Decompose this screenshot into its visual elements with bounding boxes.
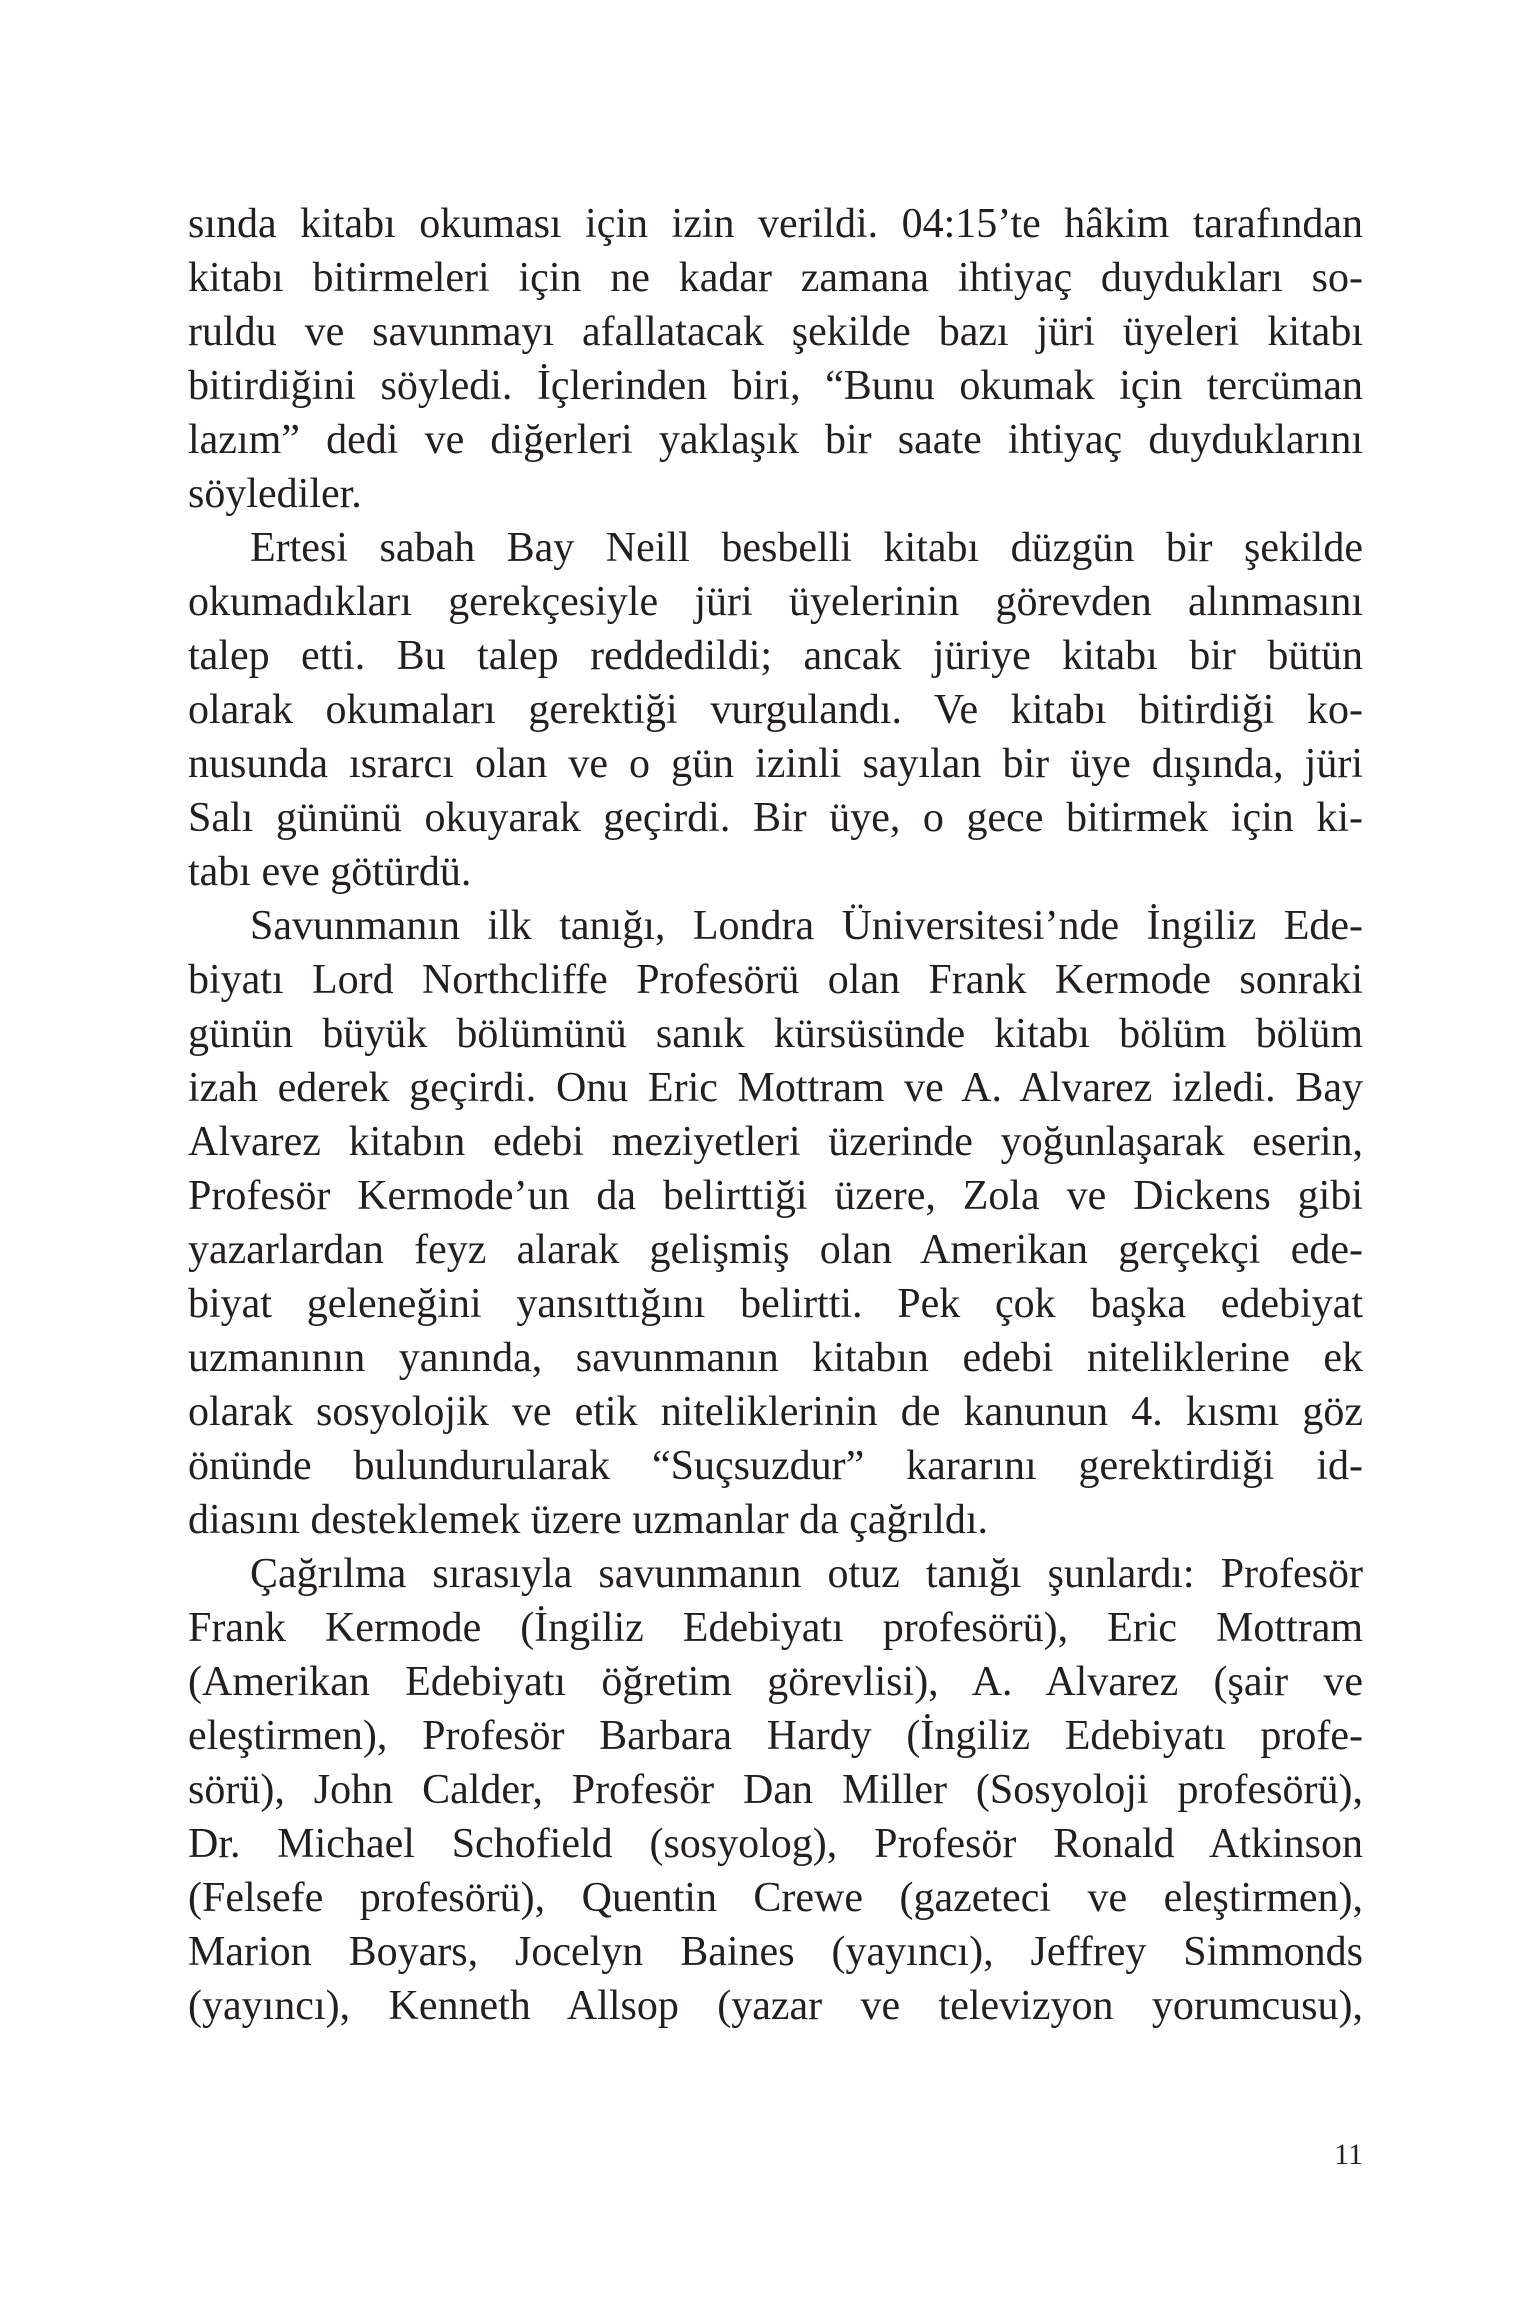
text-line: tabı eve götürdü. (188, 849, 472, 895)
text-line: (Felsefe profesörü), Quentin Crewe (gazeteci ve eleştirmen), (188, 1875, 1363, 1921)
text-line: Dr. Michael Schofield (sosyolog), Profesör Ronald Atkinson (188, 1821, 1363, 1867)
text-line: izah ederek geçirdi. Onu Eric Mottram ve A. Alvarez izledi. Bay (188, 1065, 1363, 1111)
page-number: 11 (1334, 2138, 1363, 2171)
text-line: önünde bulundurularak “Suçsuzdur” kararını gerektirdiği id- (188, 1443, 1363, 1489)
text-line: Savunmanın ilk tanığı, Londra Üniversitesi’nde İngiliz Ede- (250, 903, 1363, 949)
text-line: Çağrılma sırasıyla savunmanın otuz tanığı şunlardı: Profesör (250, 1551, 1363, 1597)
text-line: bitirdiğini söyledi. İçlerinden biri, “Bunu okumak için tercüman (188, 363, 1363, 409)
text-line: günün büyük bölümünü sanık kürsüsünde kitabı bölüm bölüm (188, 1011, 1363, 1057)
body-text (188, 197, 1363, 2033)
text-line: eleştirmen), Profesör Barbara Hardy (İngiliz Edebiyatı profe- (188, 1713, 1363, 1759)
text-line: Alvarez kitabın edebi meziyetleri üzerinde yoğunlaşarak eserin, (188, 1119, 1363, 1165)
text-line: nusunda ısrarcı olan ve o gün izinli sayılan bir üye dışında, jüri (188, 741, 1363, 787)
text-line: Ertesi sabah Bay Neill besbelli kitabı düzgün bir şekilde (250, 525, 1363, 571)
text-line: yazarlardan feyz alarak gelişmiş olan Amerikan gerçekçi ede- (188, 1227, 1363, 1273)
text-line: talep etti. Bu talep reddedildi; ancak jüriye kitabı bir bütün (188, 633, 1363, 679)
paragraph (188, 899, 1363, 1547)
text-line: biyat geleneğini yansıttığını belirtti. Pek çok başka edebiyat (188, 1281, 1363, 1327)
text-line: Frank Kermode (İngiliz Edebiyatı profesörü), Eric Mottram (188, 1605, 1363, 1651)
paragraph (188, 1547, 1363, 2033)
text-line: ruldu ve savunmayı afallatacak şekilde bazı jüri üyeleri kitabı (188, 309, 1363, 355)
text-line: olarak okumaları gerektiği vurgulandı. Ve kitabı bitirdiği ko- (188, 687, 1363, 733)
text-line: uzmanının yanında, savunmanın kitabın edebi niteliklerine ek (188, 1335, 1363, 1381)
paragraph (188, 197, 1363, 521)
text-line: kitabı bitirmeleri için ne kadar zamana ihtiyaç duydukları so- (188, 255, 1363, 301)
paragraph (188, 521, 1363, 899)
text-line: okumadıkları gerekçesiyle jüri üyelerinin görevden alınmasını (188, 579, 1363, 625)
text-line: biyatı Lord Northcliffe Profesörü olan Frank Kermode sonraki (188, 957, 1363, 1003)
text-line: sında kitabı okuması için izin verildi. 04:15’te hâkim tarafından (188, 201, 1363, 247)
text-line: (yayıncı), Kenneth Allsop (yazar ve televizyon yorumcusu), (188, 1983, 1363, 2029)
text-line: olarak sosyolojik ve etik niteliklerinin de kanunun 4. kısmı göz (188, 1389, 1363, 1435)
text-line: diasını desteklemek üzere uzmanlar da çağrıldı. (188, 1497, 988, 1543)
text-line: lazım” dedi ve diğerleri yaklaşık bir saate ihtiyaç duyduklarını (188, 417, 1363, 463)
text-line: sörü), John Calder, Profesör Dan Miller (Sosyoloji profesörü), (188, 1767, 1363, 1813)
text-line: (Amerikan Edebiyatı öğretim görevlisi), A. Alvarez (şair ve (188, 1659, 1363, 1705)
text-line: Marion Boyars, Jocelyn Baines (yayıncı), Jeffrey Simmonds (188, 1929, 1363, 1975)
text-line: söylediler. (188, 471, 362, 517)
text-line: Salı gününü okuyarak geçirdi. Bir üye, o gece bitirmek için ki- (188, 795, 1363, 841)
text-line: Profesör Kermode’un da belirttiği üzere, Zola ve Dickens gibi (188, 1173, 1363, 1219)
